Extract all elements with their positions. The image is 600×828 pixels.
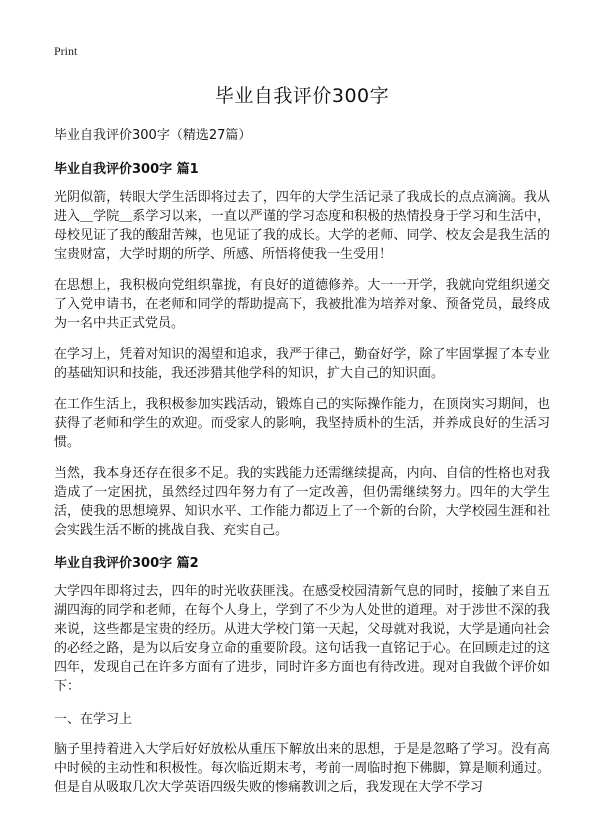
paragraph: 在工作生活上，我积极参加实践活动，锻炼自己的实际操作能力，在顶岗实习期间，也获得了老师和学生的欢迎。而受家人的影响，我坚持质朴的生活，并养成良好的生活习惯。 — [54, 397, 550, 450]
paragraph: 当然，我本身还存在很多不足。我的实践能力还需继续提高，内向、自信的性格也对我造成了一定困扰，虽然经过四年努力有了一定改善，但仍需继续努力。四年的大学生活，使我的思想境界、知识水平、工作能力都迈上了一个新的台阶，大学校园生涯和社会实践生活不断的挑战自我、充实自己。 — [54, 466, 550, 538]
print-link[interactable]: Print — [54, 44, 78, 58]
paragraph: 脑子里持着进入大学后好好放松从重压下解放出来的思想，于是是忽略了学习。没有高中时候的主动性和积极性。每次临近期末考，考前一周临时抱下佛脚，算是顺利通过。但是自从吸取几次大学英语四级失败的惨痛教训之后，我发现在大学不学习 — [54, 742, 550, 795]
subheading-study: 一、在学习上 — [54, 712, 133, 727]
paragraph: 大学四年即将过去，四年的时光收获匪浅。在感受校园清新气息的同时，接触了来自五湖四海的同学和老师，在每个人身上，学到了不少为人处世的道理。对于涉世不深的我来说，这些都是宝贵的经历。从进大学校门第一天起，父母就对我说，大学是通向社会的必经之路，是为以后安身立命的重要阶段。这句话我一直铭记于心。在回顾走过的这四年，发现自己在许多方面有了进步，同时许多方面也有待改进。现对自我做个评价如下： — [54, 584, 550, 694]
document-page — [54, 44, 550, 797]
section-heading-2: 毕业自我评价300字 篇2 — [54, 556, 199, 571]
document-title: 毕业自我评价300字 — [214, 85, 390, 107]
paragraph: 在思想上，我积极向党组织靠拢，有良好的道德修养。大一一开学，我就向党组织递交了入党申请书，在老师和同学的帮助提高下，我被批准为培养对象、预备党员，最终成为一名中共正式党员。 — [54, 278, 550, 331]
paragraph: 光阴似箭，转眼大学生活即将过去了，四年的大学生活记录了我成长的点点滴滴。我从进入＿学院＿系学习以来，一直以严谨的学习态度和积极的热情投身于学习和生活中，母校见证了我的酸甜苦辣，也见证了我的成长。大学的老师、同学、校友会是我生活的宝贵财富，大学时期的所学、所感、所悟将使我一生受用！ — [54, 190, 550, 262]
section-heading-1: 毕业自我评价300字 篇1 — [54, 162, 199, 177]
document-subtitle: 毕业自我评价300字（精选27篇） — [54, 128, 252, 143]
paragraph: 在学习上，凭着对知识的渴望和追求，我严于律己，勤奋好学，除了牢固掌握了本专业的基础知识和技能，我还涉猎其他学科的知识，扩大自己的知识面。 — [54, 347, 550, 381]
